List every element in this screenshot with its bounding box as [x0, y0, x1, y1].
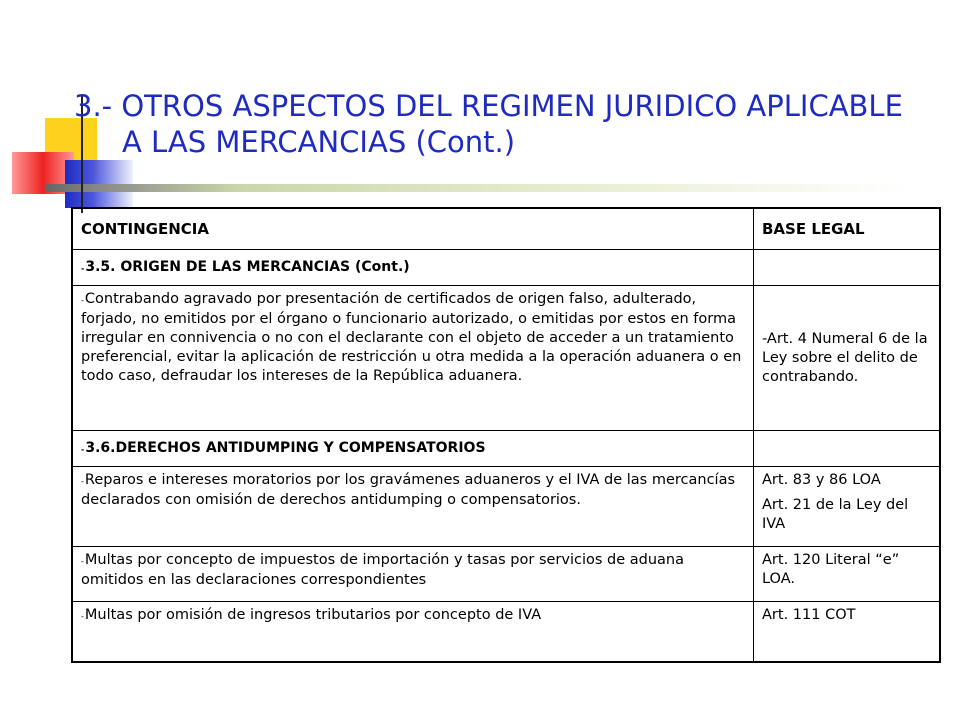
table-row	[72, 547, 940, 602]
row-bullet: -	[81, 263, 85, 273]
table-header-row	[72, 208, 940, 250]
table-row	[72, 250, 940, 286]
empty-cell	[754, 431, 941, 467]
contingency-text: Reparos e intereses moratorios por los gravámenes aduaneros y el IVA de las mercancías declarados con omisión de derechos antidumping o compensatorios.	[81, 472, 736, 508]
slide-title	[74, 88, 934, 160]
row-bullet: -	[81, 444, 85, 454]
contingency-cell	[72, 286, 754, 431]
legal-basis-text: Art. 120 Literal “e” LOA.	[762, 552, 900, 587]
header-contingencia: CONTINGENCIA	[72, 208, 754, 250]
legal-basis-text: Art. 21 de la Ley del IVA	[762, 497, 909, 532]
contingency-text: Multas por omisión de ingresos tributarios por concepto de IVA	[84, 607, 542, 623]
legal-basis-cell	[754, 467, 941, 547]
legal-basis-cell	[754, 602, 941, 662]
slide-title-line-2: A LAS MERCANCIAS (Cont.)	[122, 125, 516, 159]
section-title: 3.6.DERECHOS ANTIDUMPING Y COMPENSATORIOS	[85, 439, 486, 456]
legal-table-container	[71, 207, 931, 663]
legal-basis-cell	[754, 547, 941, 602]
section-title: 3.5. ORIGEN DE LAS MERCANCIAS (Cont.)	[85, 258, 410, 275]
table-row	[72, 286, 940, 431]
legal-basis-text: Art. 111 COT	[762, 607, 856, 623]
section-cell	[72, 250, 754, 286]
header-base-legal: BASE LEGAL	[754, 208, 941, 250]
contingency-text: Multas por concepto de impuestos de importación y tasas por servicios de aduana omitidos en las declaraciones correspondientes	[81, 552, 685, 588]
table-row	[72, 431, 940, 467]
contingency-cell	[72, 467, 754, 547]
legal-table	[71, 207, 941, 663]
legal-basis-cell	[754, 286, 941, 431]
row-bullet: -	[81, 612, 84, 621]
legal-basis-text: -Art. 4 Numeral 6 de la Ley sobre el delito de contrabando.	[762, 330, 928, 385]
table-row	[72, 467, 940, 547]
row-bullet: -	[81, 557, 84, 566]
section-cell	[72, 431, 754, 467]
contingency-text: Contrabando agravado por presentación de certificados de origen falso, adulterado, forjado, no emitidos por el órgano o funcionario autorizado, o emitidas por estos en forma irregular en connivencia o no con el declarante con el objeto de acceder a un tratamiento preferencial, evitar la aplicación de restricción u otra medida a la operación aduanera o en todo caso, defraudar los intereses de la República aduanera.	[81, 291, 742, 384]
row-bullet: -	[81, 477, 84, 486]
legal-basis-text: Art. 83 y 86 LOA	[762, 472, 881, 488]
empty-cell	[754, 250, 941, 286]
table-row	[72, 602, 940, 662]
decor-horizontal-line	[46, 184, 910, 192]
contingency-cell	[72, 602, 754, 662]
row-bullet: -	[81, 296, 84, 305]
slide-title-line-1: 3.- OTROS ASPECTOS DEL REGIMEN JURIDICO APLICABLE	[74, 89, 903, 123]
contingency-cell	[72, 547, 754, 602]
